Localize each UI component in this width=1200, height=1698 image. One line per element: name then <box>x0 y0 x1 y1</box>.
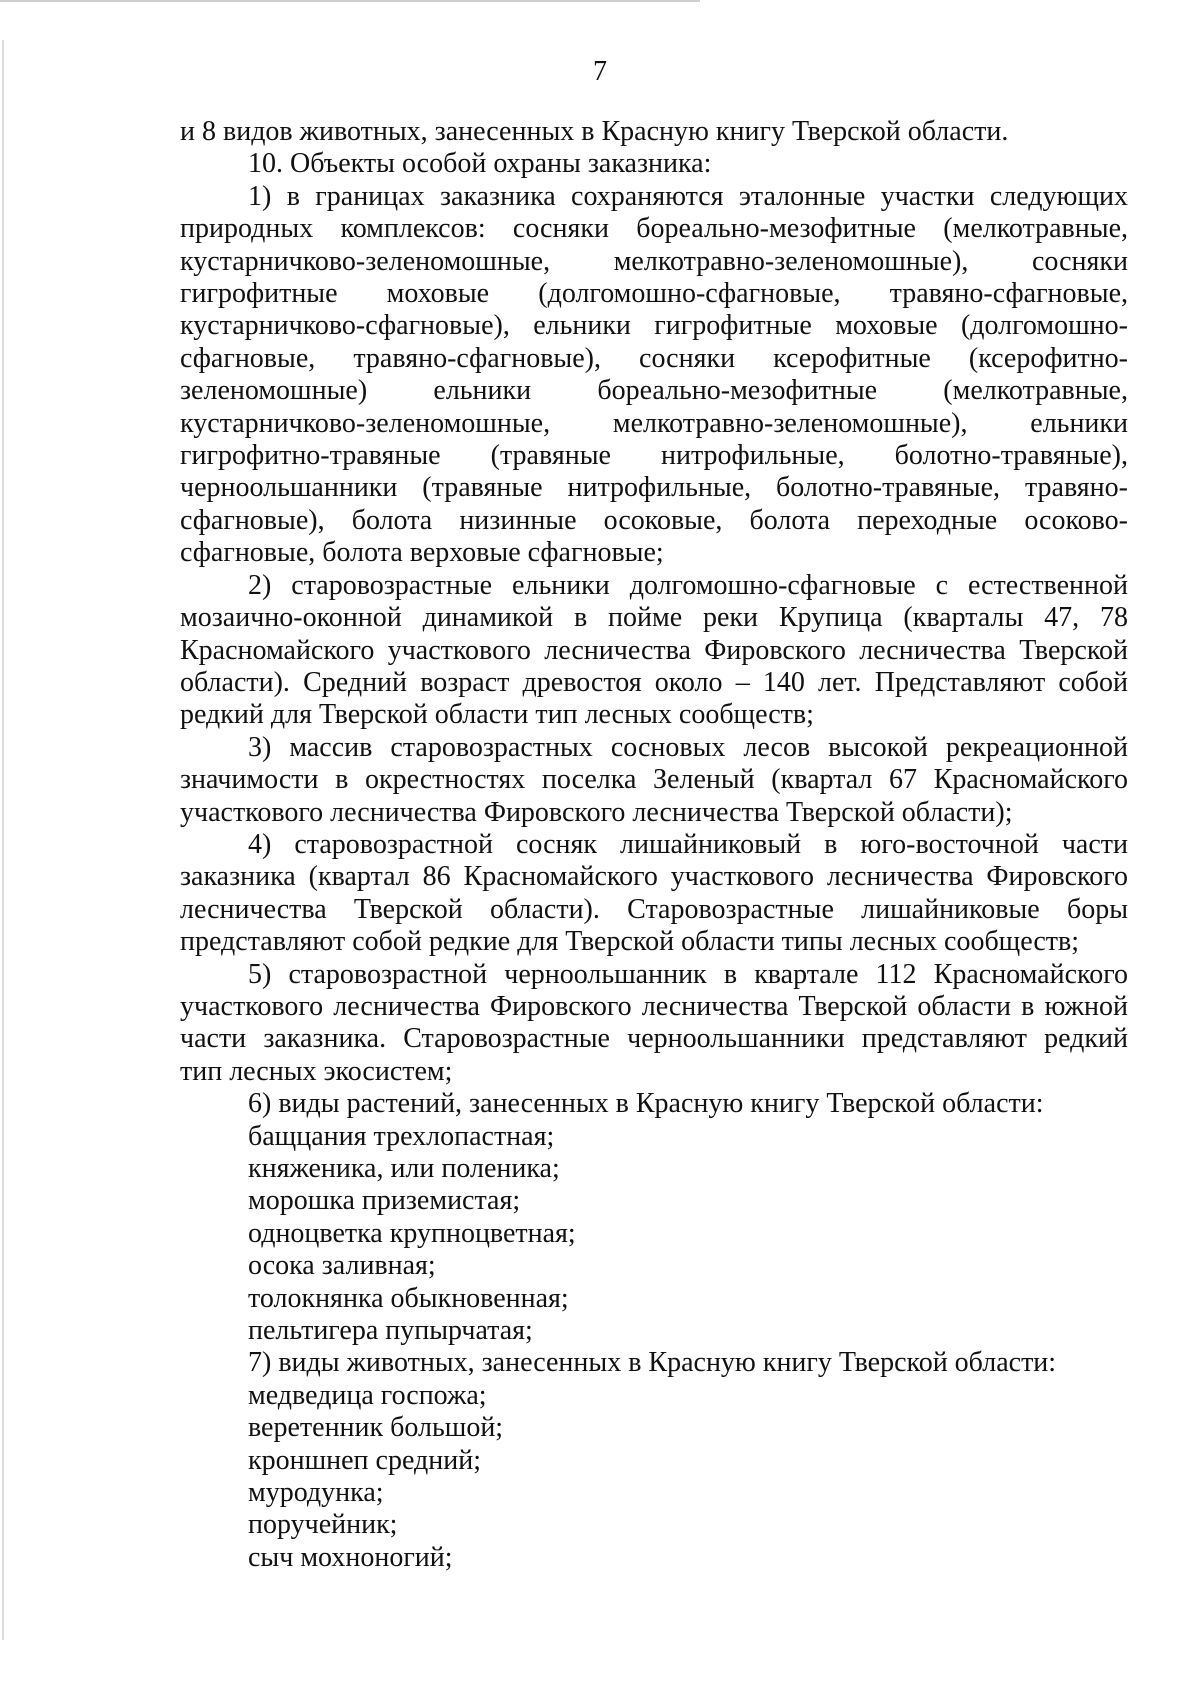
paragraph <box>180 181 1128 570</box>
list-item: княженика, или поленика; <box>248 1153 560 1184</box>
text-line: мозаично-оконной динамикой в пойме реки Крупица (кварталы 47, 78 <box>180 602 1128 634</box>
text-line: и 8 видов животных, занесенных в Красную книгу Тверской области. <box>180 116 1009 147</box>
text-line: представляют собой редкие для Тверской области типы лесных сообществ; <box>180 926 1080 958</box>
list-item: поручейник; <box>248 1509 398 1541</box>
page-number: 7 <box>593 56 607 87</box>
text-line: значимости в окрестностях поселка Зеленый (квартал 67 Красномайского <box>180 764 1128 796</box>
text-line: гигрофитные моховые (долгомошно-сфагновые, травяно-сфагновые, <box>180 278 1128 310</box>
paragraph <box>180 570 1128 732</box>
text-line: сфагновые, травяно-сфагновые), сосняки ксерофитные (ксерофитно- <box>180 342 1128 374</box>
text-line: Красномайского участкового лесничества Фировского лесничества Тверской <box>180 634 1128 666</box>
text-line: заказника (квартал 86 Красномайского участкового лесничества Фировского <box>180 861 1128 893</box>
text-line: 3) массив старовозрастных сосновых лесов высокой рекреационной <box>248 731 1128 763</box>
animals-section <box>180 1347 1128 1574</box>
text-line: лесничества Тверской области). Старовозрастные лишайниковые боры <box>180 893 1128 925</box>
plants-heading: 6) виды растений, занесенных в Красную книгу Тверской области: <box>248 1088 1044 1120</box>
text-line: гигрофитно-травяные (травяные нитрофильные, болотно-травяные), <box>180 440 1128 472</box>
text-line: сфагновые), болота низинные осоковые, болота переходные осоково- <box>180 504 1128 536</box>
list-item: бащцания трехлопастная; <box>248 1120 555 1152</box>
scan-edge-top <box>0 0 700 2</box>
text-line: 1) в границах заказника сохраняются эталонные участки следующих <box>248 180 1128 212</box>
paragraphs <box>180 116 1128 1088</box>
text-line: кустарничково-зеленомошные, мелкотравно-зеленомошные), ельники <box>180 407 1128 439</box>
text-line: сфагновые, болота верховые сфагновые; <box>180 537 664 569</box>
list-item: осока заливная; <box>248 1250 436 1282</box>
list-item: сыч мохноногий; <box>248 1541 453 1573</box>
document-body <box>180 116 1128 1574</box>
list-item: морошка приземистая; <box>248 1185 521 1217</box>
list-item: кроншнеп средний; <box>248 1444 482 1476</box>
list-item: медведица госпожа; <box>248 1379 487 1411</box>
animals-list <box>180 1380 1128 1574</box>
scan-edge-left <box>2 40 4 1640</box>
text-line: тип лесных экосистем; <box>180 1055 453 1087</box>
paragraph <box>180 148 1128 180</box>
list-item: веретенник большой; <box>248 1412 504 1444</box>
text-line: редкий для Тверской области тип лесных сообществ; <box>180 699 814 731</box>
paragraph <box>180 829 1128 959</box>
text-line: области). Средний возраст древостоя около – 140 лет. Представляют собой <box>180 666 1128 698</box>
paragraph <box>180 732 1128 829</box>
text-line: 5) старовозрастной черноольшанник в квартале 112 Красномайского <box>248 958 1128 990</box>
list-item: толокнянка обыкновенная; <box>248 1282 569 1314</box>
text-line: 2) старовозрастные ельники долгомошно-сфагновые с естественной <box>248 569 1128 601</box>
list-item: пельтигера пупырчатая; <box>248 1315 533 1347</box>
text-line: части заказника. Старовозрастные черноольшанники представляют редкий <box>180 1023 1128 1055</box>
list-item: одноцветка крупноцветная; <box>248 1217 576 1249</box>
paragraph <box>180 116 1128 148</box>
text-line: 10. Объекты особой охраны заказника: <box>248 148 712 180</box>
text-line: черноольшанники (травяные нитрофильные, болотно-травяные, травяно- <box>180 472 1128 504</box>
text-line: участкового лесничества Фировского лесничества Тверской области в южной <box>180 990 1128 1022</box>
text-line: зеленомошные) ельники бореально-мезофитные (мелкотравные, <box>180 375 1128 407</box>
plants-list <box>180 1121 1128 1348</box>
text-line: кустарничково-зеленомошные, мелкотравно-зеленомошные), сосняки <box>180 245 1128 277</box>
text-line: природных комплексов: сосняки бореально-мезофитные (мелкотравные, <box>180 213 1128 245</box>
text-line: участкового лесничества Фировского лесничества Тверской области); <box>180 796 1013 828</box>
text-line: кустарничково-сфагновые), ельники гигрофитные моховые (долгомошно- <box>180 310 1128 342</box>
text-line: 4) старовозрастной сосняк лишайниковый в юго-восточной части <box>248 828 1128 860</box>
list-item: муродунка; <box>248 1477 384 1509</box>
plants-section <box>180 1088 1128 1347</box>
animals-heading: 7) виды животных, занесенных в Красную книгу Тверской области: <box>248 1347 1057 1379</box>
paragraph <box>180 959 1128 1089</box>
